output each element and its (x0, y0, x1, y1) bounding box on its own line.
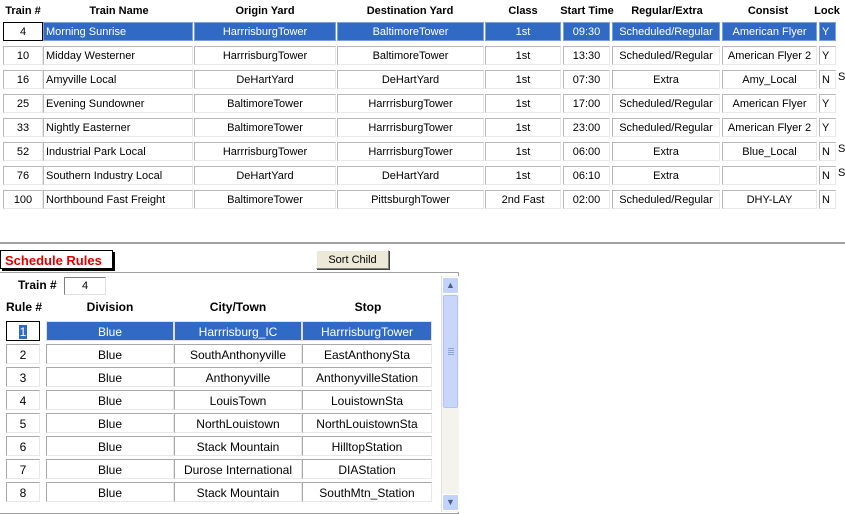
cell-dest[interactable]: BaltimoreTower (337, 22, 484, 41)
chevron-down-icon[interactable]: ▼ (442, 494, 459, 511)
rule-cell-rule[interactable]: 6 (6, 436, 40, 456)
rule-cell-rule[interactable]: 4 (6, 390, 40, 410)
cell-class[interactable]: 1st (485, 94, 561, 113)
rule-cell-stop[interactable]: HarrrisburgTower (302, 321, 432, 341)
rule-cell-city[interactable]: Anthonyville (174, 367, 302, 387)
cell-dest[interactable]: HarrrisburgTower (337, 118, 484, 137)
cell-origin[interactable]: HarrrisburgTower (194, 22, 336, 41)
table-row[interactable] (0, 69, 845, 93)
cell-origin[interactable]: DeHartYard (194, 70, 336, 89)
cell-dest[interactable]: PittsburghTower (337, 190, 484, 209)
col-header-origin-yard[interactable]: Origin Yard (235, 5, 295, 17)
rule-row[interactable] (0, 320, 440, 343)
cell-name[interactable]: Southern Industry Local (43, 166, 193, 185)
cell-lock[interactable]: Y (819, 94, 836, 113)
cell-origin[interactable]: BaltimoreTower (194, 190, 336, 209)
cell-start[interactable]: 07:30 (563, 70, 610, 89)
table-row[interactable] (0, 45, 845, 69)
rule-cell-city[interactable]: Stack Mountain (174, 436, 302, 456)
rule-cell-stop[interactable]: AnthonyvilleStation (302, 367, 432, 387)
rule-cell-stop[interactable]: HilltopStation (302, 436, 432, 456)
cell-overflow: S (838, 167, 845, 179)
cell-origin[interactable]: DeHartYard (194, 166, 336, 185)
rule-cell-division[interactable]: Blue (46, 344, 174, 364)
cell-consist[interactable] (722, 166, 817, 185)
cell-regex[interactable]: Scheduled/Regular (612, 190, 720, 209)
cell-train[interactable]: 4 (3, 22, 43, 41)
rule-cell-stop[interactable]: LouistownSta (302, 390, 432, 410)
cell-name[interactable]: Midday Westerner (43, 46, 193, 65)
cell-dest[interactable]: BaltimoreTower (337, 46, 484, 65)
cell-overflow: S (838, 143, 845, 155)
col-header-regular-extra[interactable]: Regular/Extra (631, 5, 703, 17)
cell-class[interactable]: 1st (485, 118, 561, 137)
col-header-class[interactable]: Class (508, 5, 538, 17)
rule-cell-rule[interactable]: 3 (6, 367, 40, 387)
cell-class[interactable]: 1st (485, 70, 561, 89)
table-row[interactable] (0, 117, 845, 141)
rule-cell-rule[interactable]: 8 (6, 482, 40, 502)
table-row[interactable] (0, 189, 845, 213)
rule-cell-stop[interactable]: DIAStation (302, 459, 432, 479)
cell-class[interactable]: 1st (485, 166, 561, 185)
rule-cell-city[interactable]: Stack Mountain (174, 482, 302, 502)
scrollbar-thumb[interactable] (443, 295, 458, 408)
rule-cell-city[interactable]: Harrrisburg_IC (174, 321, 302, 341)
cell-class[interactable]: 1st (485, 46, 561, 65)
cell-class[interactable]: 1st (485, 142, 561, 161)
rule-cell-division[interactable]: Blue (46, 436, 174, 456)
cell-name[interactable]: Industrial Park Local (43, 142, 193, 161)
rule-cell-division[interactable]: Blue (46, 459, 174, 479)
rule-cell-division[interactable]: Blue (46, 367, 174, 387)
col-header-stop[interactable]: Stop (354, 300, 382, 314)
cell-origin[interactable]: BaltimoreTower (194, 94, 336, 113)
rules-vertical-scrollbar[interactable] (441, 276, 459, 512)
cell-regex[interactable]: Scheduled/Regular (612, 46, 720, 65)
cell-train[interactable]: 33 (3, 118, 43, 137)
cell-class[interactable]: 1st (485, 22, 561, 41)
cell-origin[interactable]: BaltimoreTower (194, 118, 336, 137)
cell-regex[interactable]: Scheduled/Regular (612, 94, 720, 113)
cell-consist[interactable]: American Flyer (722, 22, 817, 41)
table-row[interactable] (0, 93, 845, 117)
cell-consist[interactable]: American Flyer 2 (722, 118, 817, 137)
rule-cell-division[interactable]: Blue (46, 390, 174, 410)
cell-consist[interactable]: Amy_Local (722, 70, 817, 89)
cell-dest[interactable]: DeHartYard (337, 70, 484, 89)
rule-cell-city[interactable]: Durose International (174, 459, 302, 479)
col-header-rule-num[interactable]: Rule # (5, 300, 42, 314)
rule-cell-rule[interactable]: 7 (6, 459, 40, 479)
col-header-train-num[interactable]: Train # (5, 5, 41, 17)
rule-cell-division[interactable]: Blue (46, 321, 174, 341)
cell-start[interactable]: 09:30 (563, 22, 610, 41)
train-number-label: Train # (18, 278, 57, 292)
cell-dest[interactable]: DeHartYard (337, 166, 484, 185)
cell-train[interactable]: 100 (3, 190, 43, 209)
cell-regex[interactable]: Extra (612, 166, 720, 185)
cell-lock[interactable]: N (819, 166, 836, 185)
cell-train[interactable]: 76 (3, 166, 43, 185)
cell-regex[interactable]: Extra (612, 142, 720, 161)
train-number-field[interactable]: 4 (64, 277, 106, 295)
cell-regex[interactable]: Extra (612, 70, 720, 89)
rule-cell-division[interactable]: Blue (46, 413, 174, 433)
cell-consist[interactable]: Blue_Local (722, 142, 817, 161)
cell-start[interactable]: 02:00 (563, 190, 610, 209)
cell-dest[interactable]: HarrrisburgTower (337, 94, 484, 113)
cell-name[interactable]: Amyville Local (43, 70, 193, 89)
rule-row[interactable] (0, 458, 440, 481)
rule-cell-city[interactable]: SouthAnthonyville (174, 344, 302, 364)
col-header-consist[interactable]: Consist (747, 5, 789, 17)
cell-name[interactable]: Nightly Easterner (43, 118, 193, 137)
cell-lock[interactable]: N (819, 190, 836, 209)
cell-start[interactable]: 06:10 (563, 166, 610, 185)
col-header-lock[interactable]: Lock (814, 5, 840, 17)
table-row[interactable] (0, 21, 845, 45)
cell-start[interactable]: 06:00 (563, 142, 610, 161)
train-grid (0, 0, 845, 244)
cell-train[interactable]: 16 (3, 70, 43, 89)
rule-cell-rule[interactable] (6, 321, 40, 341)
cell-name[interactable]: Morning Sunrise (43, 22, 193, 41)
cell-lock[interactable]: Y (819, 22, 836, 41)
cell-start[interactable]: 17:00 (563, 94, 610, 113)
cell-regex[interactable]: Scheduled/Regular (612, 22, 720, 41)
col-header-destination-yard[interactable]: Destination Yard (366, 5, 454, 17)
chevron-up-icon[interactable]: ▲ (442, 277, 459, 294)
cell-consist[interactable]: American Flyer 2 (722, 46, 817, 65)
col-header-division[interactable]: Division (86, 300, 134, 314)
table-row[interactable] (0, 141, 845, 165)
cell-start[interactable]: 13:30 (563, 46, 610, 65)
rule-cell-text: 1 (19, 325, 27, 339)
rule-cell-city[interactable]: NorthLouistown (174, 413, 302, 433)
cell-class[interactable]: 2nd Fast (485, 190, 561, 209)
cell-lock[interactable]: N (819, 70, 836, 89)
col-header-city-town[interactable]: City/Town (209, 300, 267, 314)
cell-name[interactable]: Northbound Fast Freight (43, 190, 193, 209)
cell-lock[interactable]: N (819, 142, 836, 161)
rule-cell-stop[interactable]: EastAnthonySta (302, 344, 432, 364)
cell-origin[interactable]: HarrrisburgTower (194, 46, 336, 65)
cell-regex[interactable]: Scheduled/Regular (612, 118, 720, 137)
rule-cell-city[interactable]: LouisTown (174, 390, 302, 410)
rule-row[interactable] (0, 366, 440, 389)
schedule-rules-title: Schedule Rules (0, 250, 113, 269)
cell-consist[interactable]: DHY-LAY (722, 190, 817, 209)
cell-lock[interactable]: Y (819, 46, 836, 65)
rule-row[interactable] (0, 343, 440, 366)
rule-row[interactable] (0, 412, 440, 435)
rule-cell-rule[interactable]: 2 (6, 344, 40, 364)
rule-cell-stop[interactable]: NorthLouistownSta (302, 413, 432, 433)
rule-cell-stop[interactable]: SouthMtn_Station (302, 482, 432, 502)
col-header-train-name[interactable]: Train Name (89, 5, 149, 17)
cell-train[interactable]: 10 (3, 46, 43, 65)
cell-origin[interactable]: HarrrisburgTower (194, 142, 336, 161)
rule-row[interactable] (0, 481, 440, 504)
rule-cell-rule[interactable]: 5 (6, 413, 40, 433)
rule-row[interactable] (0, 389, 440, 412)
rule-cell-division[interactable]: Blue (46, 482, 174, 502)
cell-name[interactable]: Evening Sundowner (43, 94, 193, 113)
cell-train[interactable]: 25 (3, 94, 43, 113)
col-header-start-time[interactable]: Start Time (560, 5, 614, 17)
table-row[interactable] (0, 165, 845, 189)
cell-dest[interactable]: HarrrisburgTower (337, 142, 484, 161)
cell-lock[interactable]: Y (819, 118, 836, 137)
cell-train[interactable]: 52 (3, 142, 43, 161)
cell-consist[interactable]: American Flyer (722, 94, 817, 113)
cell-start[interactable]: 23:00 (563, 118, 610, 137)
cell-overflow: S (838, 71, 845, 83)
rule-row[interactable] (0, 435, 440, 458)
sort-child-list-button[interactable]: Sort Child (316, 250, 389, 269)
